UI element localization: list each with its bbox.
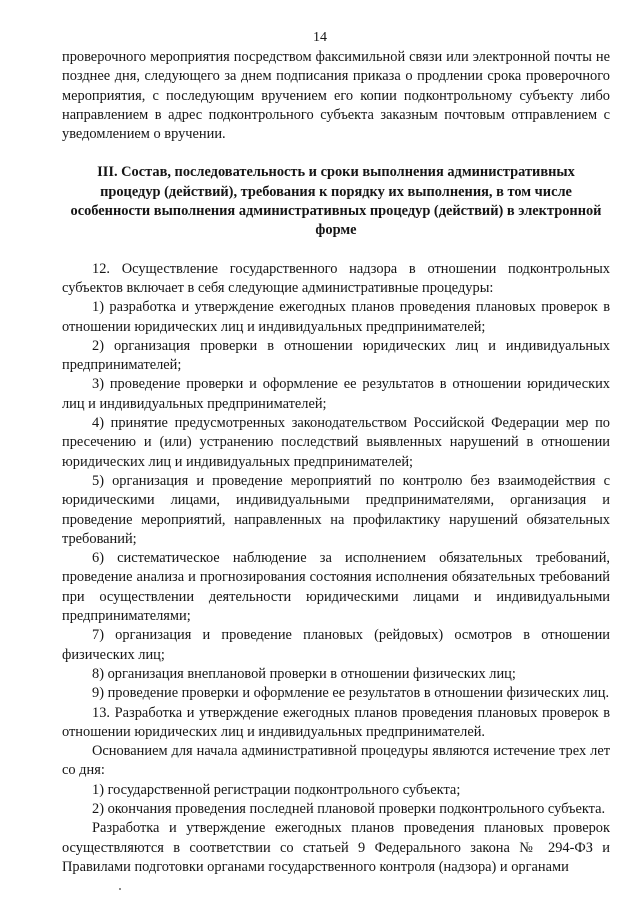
basis-item-2: 2) окончания проведения последней плановой проверки подконтрольного субъекта. (92, 800, 606, 817)
list-item-6: 6) систематическое наблюдение за исполнением обязательных требований, проведение анализа и прогнозирования состояния исполнения обязательных требований при осуществлении деятельности юридическими лицами и индивидуальными предпринимателями; (62, 550, 610, 625)
list-item-4: 4) принятие предусмотренных законодательством Российской Федерации мер по пресечению и (или) устранению последствий выявленных нарушений в отношении юридических лиц и индивидуальных предпринимателей; (62, 415, 610, 470)
page-content (62, 48, 610, 877)
paragraph-12: 12. Осуществление государственного надзора в отношении подконтрольных субъектов включает в себя следующие административные процедуры: (62, 260, 610, 296)
basis-paragraph: Основанием для начала административной процедуры являются истечение трех лет со дня: (62, 743, 610, 779)
scan-speck (119, 888, 121, 890)
section-heading: III. Состав, последовательность и сроки выполнения административных процедур (действий), требования к порядку их выполнения, в том числе особенности выполнения административных процедур (действий) в электронной форме (70, 164, 602, 239)
continued-paragraph: проверочного мероприятия посредством факсимильной связи или электронной почты не позднее дня, следующего за днем подписания приказа о продлении срока проверочного мероприятия, с последующим вручением его копии подконтрольному субъекту либо направлением в адрес подконтрольного субъекта заказным почтовым отправлением с уведомлением о вручении. (62, 49, 610, 143)
list-item-9: 9) проведение проверки и оформление ее результатов в отношении физических лиц. (92, 685, 610, 702)
list-item-3: 3) проведение проверки и оформление ее результатов в отношении юридических лиц и индивидуальных предпринимателей; (62, 376, 610, 412)
list-item-2: 2) организация проверки в отношении юридических лиц и индивидуальных предпринимателей; (62, 337, 610, 374)
paragraph-13: 13. Разработка и утверждение ежегодных планов проведения плановых проверок в отношении юридических лиц и индивидуальных предпринимателей. (62, 704, 610, 740)
list-item-1: 1) разработка и утверждение ежегодных планов проведения плановых проверок в отношении юридических лиц и индивидуальных предпринимателей; (62, 299, 610, 335)
basis-item-1: 1) государственной регистрации подконтрольного субъекта; (92, 781, 461, 798)
plans-paragraph: Разработка и утверждение ежегодных планов проведения плановых проверок осуществляются в соответствии со статьей 9 Федерального закона № 294-ФЗ и Правилами подготовки органами государственного контроля (надзора) и органами (62, 820, 610, 875)
page-number: 14 (313, 30, 327, 45)
list-item-7: 7) организация и проведение плановых (рейдовых) осмотров в отношении физических лиц; (62, 627, 610, 663)
list-item-5: 5) организация и проведение мероприятий по контролю без взаимодействия с юридическими лицами, индивидуальными предпринимателями, организация и проведение мероприятий, направленных на профилактику нарушений обязательных требований; (62, 472, 610, 547)
list-item-8: 8) организация внеплановой проверки в отношении физических лиц; (92, 665, 516, 682)
